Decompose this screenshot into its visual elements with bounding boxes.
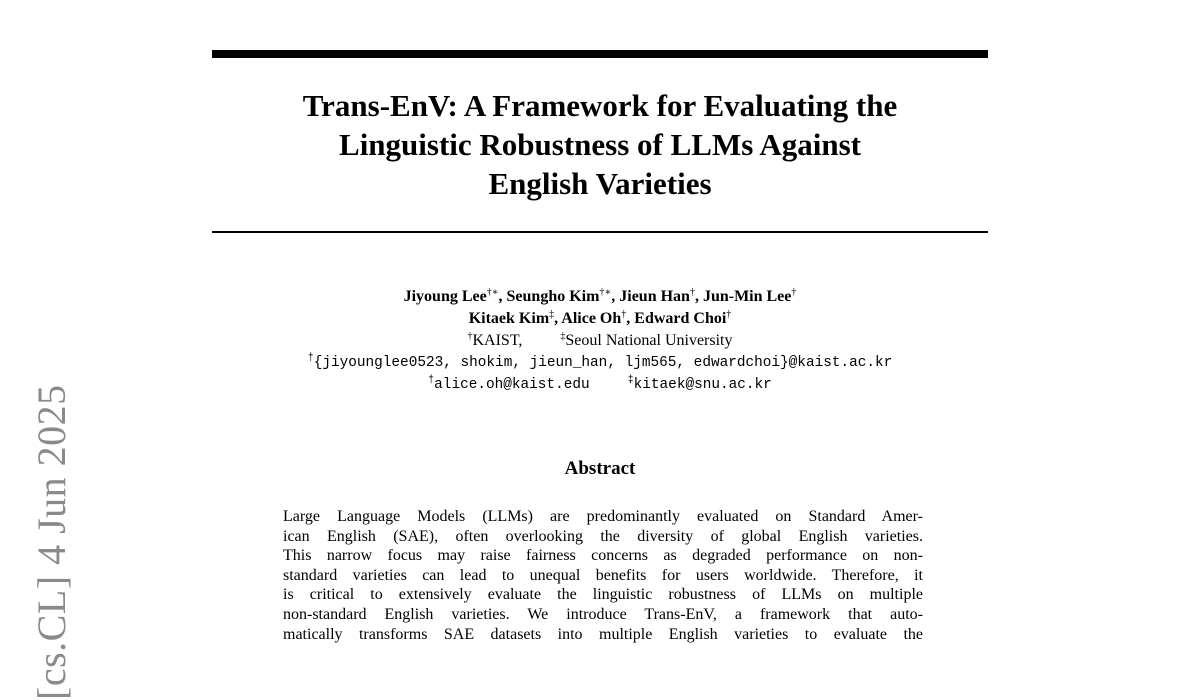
abstract-line: This narrow focus may raise fairness concerns as degraded performance on non-	[283, 547, 923, 565]
author-mark: †	[726, 309, 732, 320]
author-line-1	[150, 286, 1050, 308]
author-separator: ,	[626, 310, 635, 327]
author-block	[150, 286, 1050, 396]
abstract-line: standard varieties can lead to unequal benefits for users worldwide. Therefore, it	[283, 566, 923, 584]
title-line: English Varieties	[488, 166, 712, 201]
title-bottom-rule	[212, 231, 988, 233]
abstract-heading: Abstract	[564, 458, 636, 479]
email-mark: †	[428, 375, 435, 386]
affiliation-snu: Seoul National University	[565, 332, 733, 349]
abstract-line: non-standard English varieties. We introduce Trans-EnV, a framework that auto-	[283, 605, 923, 623]
author-mark: †	[791, 287, 797, 298]
abstract-line: Large Language Models (LLMs) are predominantly evaluated on Standard Amer-	[283, 508, 923, 525]
author-name: Alice Oh	[561, 310, 622, 327]
email-line-2	[150, 374, 1050, 396]
arxiv-stamp: [cs.CL] 4 Jun 2025	[29, 384, 74, 700]
author-separator: ,	[554, 310, 562, 327]
author-line-2	[150, 308, 1050, 330]
author-separator: ,	[498, 288, 507, 305]
abstract-line: is critical to extensively evaluate the linguistic robustness of LLMs on multiple	[283, 586, 923, 604]
email-kaist-group[interactable]: {jiyounglee0523, shokim, jieun_han, ljm565, edwardchoi}@kaist.ac.kr	[313, 355, 893, 371]
email-line-1	[150, 352, 1050, 374]
affiliation-mark: †	[467, 331, 473, 342]
email-mark: †	[307, 353, 314, 364]
author-name: Jun-Min Lee	[702, 288, 792, 305]
email-kitaek[interactable]: kitaek@snu.ac.kr	[633, 377, 772, 393]
abstract-line: ican English (SAE), often overlooking the diversity of global English varieties.	[283, 527, 923, 545]
affiliation-kaist: KAIST,	[472, 332, 523, 349]
author-mark: †	[689, 287, 695, 298]
title-line: Trans-EnV: A Framework for Evaluating the	[302, 88, 898, 123]
author-mark: †	[621, 309, 627, 320]
author-name: Kitaek Kim	[468, 310, 550, 327]
email-alice[interactable]: alice.oh@kaist.edu	[434, 377, 590, 393]
author-separator: ,	[611, 288, 620, 305]
abstract-body	[283, 507, 923, 644]
author-name: Jiyoung Lee	[403, 288, 487, 305]
title-top-rule	[212, 50, 988, 58]
title-line: Linguistic Robustness of LLMs Against	[339, 127, 861, 162]
email-mark: ‡	[627, 375, 634, 386]
author-mark: †∗	[486, 287, 499, 298]
author-separator: ,	[694, 288, 703, 305]
author-name: Jieun Han	[619, 288, 690, 305]
author-mark: †∗	[599, 287, 612, 298]
abstract-line: matically transforms SAE datasets into multiple English varieties to evaluate the	[283, 625, 923, 643]
author-mark: ‡	[549, 309, 555, 320]
affiliation-mark: ‡	[560, 331, 566, 342]
author-name: Seungho Kim	[506, 288, 600, 305]
affiliations	[150, 330, 1050, 352]
author-name: Edward Choi	[634, 310, 727, 327]
paper-title	[212, 86, 988, 203]
